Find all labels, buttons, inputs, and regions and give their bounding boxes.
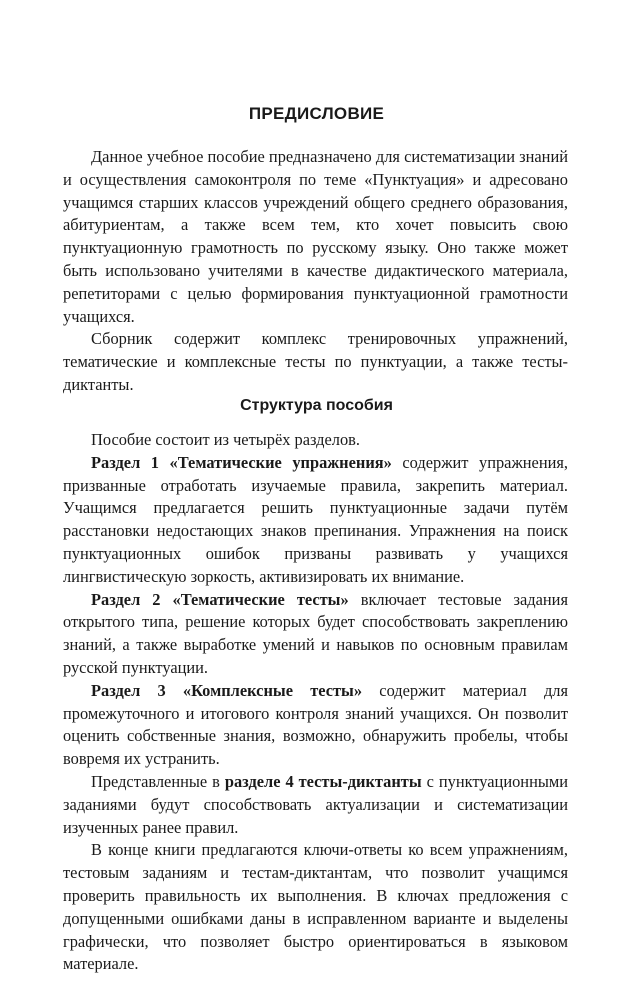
intro-paragraph-2: Сборник содержит комплекс тренировочных упражнений, тематические и комплексные тесты по пунктуации, а также тесты-диктанты. [63, 329, 568, 394]
keys-paragraph: В конце книги предлагаются ключи-ответы ко всем упражнениям, тестовым заданиям и тестам-диктантам, что позволит учащимся проверить правильность их выполнения. В ключах предложения с допущенными ошибками даны в исправленном варианте и выделены графически, что позволяет быстро ориентироваться в языковом материале. [63, 840, 568, 974]
section-3-title: Раздел 3 «Комплексные тесты» [91, 680, 363, 700]
page-title: ПРЕДИСЛОВИЕ [248, 104, 385, 123]
section-1-title: Раздел 1 «Тематические упражнения» [91, 452, 392, 472]
section-2-text: включает тестовые задания открытого типа, решение которых будет способствовать закреплению знаний, а также выработке умений и навыков по основным правилам русской пунктуации. [63, 589, 568, 677]
section-2-paragraph [63, 589, 568, 680]
section-4-paragraph [63, 771, 568, 839]
intro-paragraph-1: Данное учебное пособие предназначено для систематизации знаний и осуществления самоконтроля по теме «Пунктуация» и адресовано учащимся старших классов учреждений общего среднего образования, абитуриентам, а также всем тем, кто хочет повысить свою пунктуационную грамотность по русскому языку. Оно также может быть использовано учителями в качестве дидактического материала, репетиторами с целью формирования пунктуационной грамотности учащихся. [63, 147, 568, 326]
structure-heading: Структура пособия [240, 397, 393, 414]
section-4-pre: Представленные в [91, 771, 225, 791]
section-4-title: разделе 4 тесты-диктанты [224, 771, 422, 791]
section-3-paragraph [63, 680, 568, 771]
section-2-title: Раздел 2 «Тематические тесты» [91, 589, 349, 609]
section-1-paragraph [63, 452, 568, 589]
preface-text [63, 146, 568, 397]
structure-paragraph-1: Пособие состоит из четырёх разделов. [91, 430, 360, 449]
section-3-text: содержит материал для промежуточного и итогового контроля знаний учащихся. Он позволит оценить собственные знания, возможно, обнаружить пробелы, чтобы вовремя их устранить. [63, 680, 568, 769]
section-1-text: содержит упражнения, призванные отработать изучаемые правила, закрепить материал. Учащимся предлагается решить пунктуационные задачи путём расстановки недостающих знаков препинания. Упражнения на поиск пунктуационных ошибок призваны развивать у учащихся лингвистическую зоркость, активизировать их внимание. [63, 452, 569, 586]
structure-text [63, 429, 568, 976]
section-4-text: с пунктуационными заданиями будут способствовать актуализации и систематизации изученных ранее правил. [63, 771, 568, 837]
